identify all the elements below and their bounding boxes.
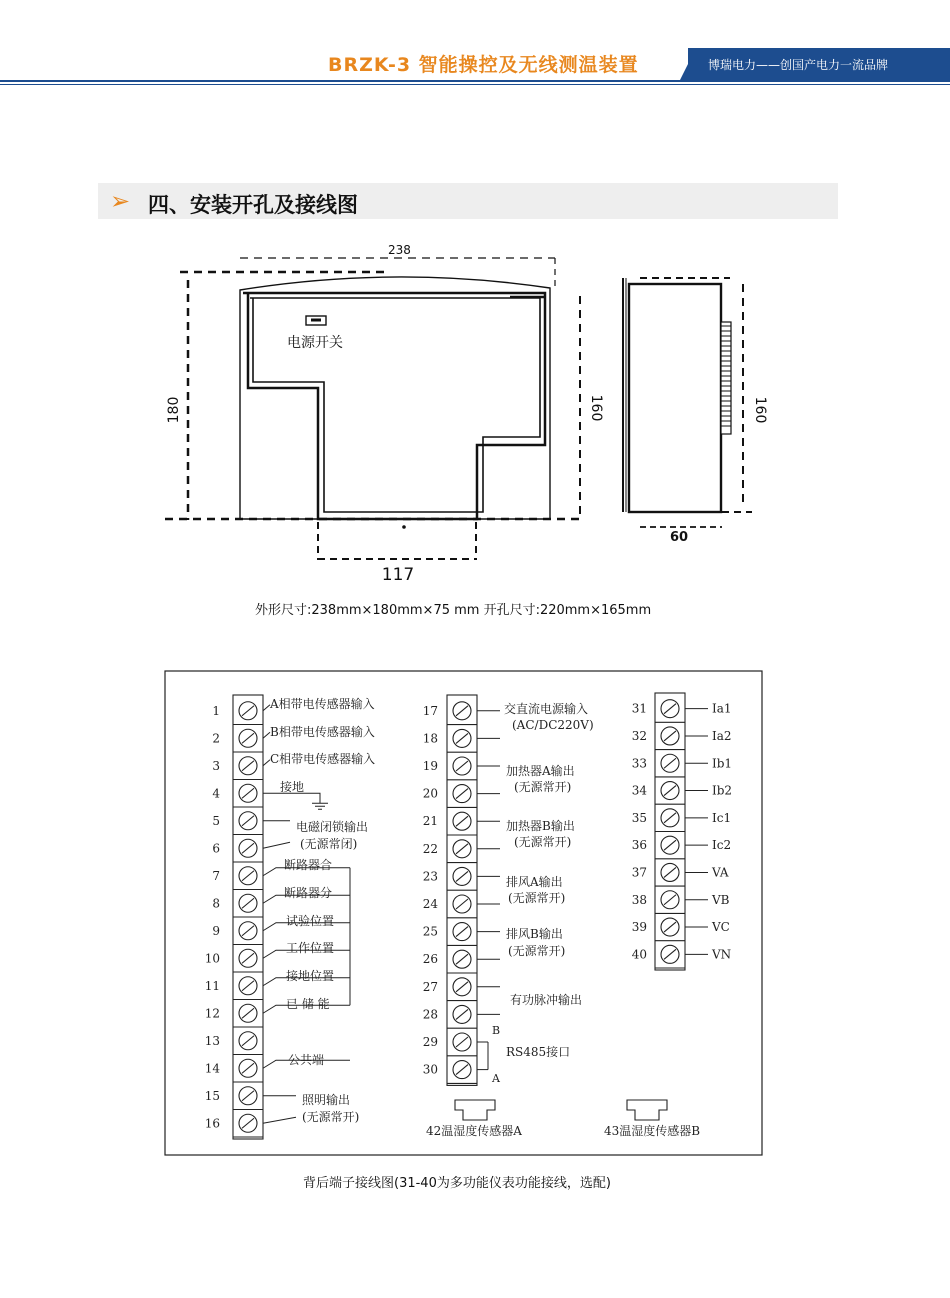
t7-label: 断路器合 [284, 858, 333, 872]
header-slogan: 博瑞电力——创国产电力一流品牌 [708, 58, 889, 72]
terminal-number: 16 [204, 1116, 220, 1131]
t8-label: 断路器分 [284, 886, 333, 900]
screw-slot [664, 867, 676, 877]
screw-slot [456, 899, 468, 909]
screw-slot [456, 844, 468, 854]
terminal-number: 25 [422, 924, 438, 939]
screw-slot [664, 731, 676, 741]
screw-slot [242, 898, 254, 908]
screw-slot [242, 843, 254, 853]
width-238-label: 238 [388, 243, 411, 257]
t19-sub-label: (无源常开) [514, 780, 572, 794]
screw-slot [242, 1091, 254, 1101]
ground-icon [263, 793, 328, 809]
terminal-number: 29 [422, 1035, 438, 1049]
t2-label: B相带电传感器输入 [270, 725, 375, 739]
terminal-number: 24 [422, 897, 438, 911]
terminal-number: 33 [631, 756, 647, 771]
sensor-wire [263, 705, 270, 711]
screw-slot [456, 1037, 468, 1047]
terminal-number: 10 [204, 951, 220, 966]
terminal-number: 14 [204, 1061, 220, 1076]
t30-label: A [492, 1072, 500, 1085]
side-height-160-label: 160 [752, 396, 768, 424]
screw-slot [664, 840, 676, 850]
t25-sub-label: (无源常开) [508, 944, 566, 958]
document-title: BRZK-3 智能操控及无线测温装置 [328, 54, 639, 76]
col3-terminal-label: VB [712, 892, 730, 907]
section-title: 四、安装开孔及接线图 [148, 193, 358, 217]
terminal-number: 8 [212, 896, 220, 911]
terminal-number: 1 [212, 703, 220, 718]
t9-label: 试验位置 [286, 914, 335, 928]
terminal-number: 9 [212, 923, 220, 938]
screw-slot [242, 761, 254, 771]
screw-slot [242, 981, 254, 991]
rs485-label: RS485接口 [506, 1045, 571, 1059]
terminal-number: 22 [422, 841, 438, 856]
terminal-number: 28 [422, 1007, 438, 1022]
screw-slot [242, 953, 254, 963]
col3-terminal-label: VN [712, 947, 732, 962]
terminal-number: 13 [204, 1033, 220, 1048]
power-switch-label: 电源开关 [287, 335, 343, 351]
lock-wire [263, 842, 290, 848]
screw-slot [456, 816, 468, 826]
screw-slot [664, 813, 676, 823]
col3-terminal-label: Ia1 [712, 701, 732, 716]
t10-label: 工作位置 [286, 941, 335, 955]
terminal-number: 27 [422, 979, 438, 994]
screw-slot [242, 706, 254, 716]
screw-slot [242, 926, 254, 936]
screw-slot [664, 704, 676, 714]
wiring-caption: 背后端子接线图(31-40为多功能仪表功能接线，选配) [303, 1176, 611, 1191]
t21-sub-label: (无源常开) [514, 835, 572, 849]
screw-slot [456, 1009, 468, 1019]
terminal-number: 37 [631, 865, 647, 880]
t27-label: 有功脉冲输出 [510, 993, 583, 1007]
col3-terminal-label: Ic2 [712, 838, 732, 853]
terminal-number: 15 [204, 1088, 220, 1103]
side-depth-60-label: 60 [669, 530, 689, 545]
screw-slot [456, 1065, 468, 1075]
col3-terminal-label: Ic1 [712, 810, 732, 825]
t14-label: 公共端 [288, 1053, 325, 1067]
screw-slot [456, 789, 468, 799]
terminal-number: 17 [422, 703, 438, 718]
dimensions-caption: 外形尺寸:238mm×180mm×75 mm 开孔尺寸:220mm×165mm [255, 603, 652, 618]
sensor-a-label: 42温湿度传感器A [426, 1124, 522, 1138]
t15-label: 照明输出 [302, 1093, 351, 1107]
terminal-number: 7 [212, 868, 220, 883]
screw-slot [456, 733, 468, 743]
terminal-number: 38 [631, 892, 647, 907]
t1-label: A相带电传感器输入 [270, 697, 375, 711]
sensor-wire [263, 760, 270, 766]
screw-slot [664, 895, 676, 905]
screw-slot [242, 1008, 254, 1018]
terminal-number: 39 [631, 920, 647, 935]
screw-slot [456, 871, 468, 881]
terminal-number: 20 [422, 786, 438, 801]
terminal-number: 31 [631, 701, 647, 716]
height-180-label: 180 [166, 396, 182, 424]
screw-slot [456, 954, 468, 964]
sensor-wire [263, 732, 270, 738]
screw-slot [664, 922, 676, 932]
t5-label: 电磁闭锁输出 [296, 820, 369, 834]
terminal-number: 11 [204, 978, 220, 993]
sensor-a-icon [455, 1100, 495, 1120]
screw-slot [456, 761, 468, 771]
terminal-number: 12 [204, 1006, 220, 1021]
terminal-number: 40 [631, 947, 647, 962]
t25-label: 排风B输出 [506, 927, 563, 941]
terminal-number: 3 [212, 758, 220, 773]
t17-label: 交直流电源输入 [504, 702, 589, 716]
terminal-number: 5 [212, 813, 220, 828]
screw-slot [242, 733, 254, 743]
terminal-number: 30 [422, 1062, 438, 1077]
terminal-number: 19 [422, 759, 438, 773]
terminal-number: 34 [631, 783, 647, 798]
t29-label: B [492, 1024, 501, 1037]
terminal-number: 6 [212, 841, 220, 856]
terminal-number: 23 [422, 869, 438, 884]
t3-label: C相带电传感器输入 [270, 752, 376, 766]
t17-sub-label: (AC/DC220V) [512, 718, 594, 732]
sensor-b-icon [627, 1100, 667, 1120]
screw-slot [664, 949, 676, 959]
terminal-number: 21 [422, 814, 438, 829]
t11-label: 接地位置 [286, 969, 335, 983]
t12-label: 已 储 能 [286, 997, 330, 1011]
col3-terminal-label: Ib1 [712, 756, 733, 771]
t23-sub-label: (无源常开) [508, 891, 566, 905]
screw-slot [456, 982, 468, 992]
screw-slot [242, 1063, 254, 1073]
light-wire [263, 1117, 296, 1123]
screw-slot [664, 758, 676, 768]
screw-slot [242, 1036, 254, 1046]
terminal-number: 18 [422, 731, 438, 746]
screw-slot [664, 786, 676, 796]
terminal-number: 4 [212, 786, 220, 801]
screw-slot [242, 816, 254, 826]
screw-slot [242, 788, 254, 798]
terminal-number: 32 [631, 728, 647, 743]
sensor-b-label: 43温湿度传感器B [604, 1124, 701, 1138]
t4-label: 接地 [280, 780, 305, 794]
t23-label: 排风A输出 [506, 875, 563, 889]
height-160-label: 160 [588, 394, 604, 422]
width-117-label: 117 [381, 565, 415, 585]
t16-label: (无源常开) [302, 1110, 360, 1124]
col3-terminal-label: Ia2 [712, 728, 732, 743]
t6-label: (无源常闭) [300, 837, 358, 851]
t21-label: 加热器B输出 [506, 819, 575, 833]
terminal-number: 35 [631, 810, 647, 825]
t19-label: 加热器A输出 [506, 764, 575, 778]
section-arrow-icon: ➢ [110, 187, 131, 215]
col3-terminal-label: Ib2 [712, 783, 733, 798]
terminal-number: 26 [422, 952, 438, 967]
screw-slot [456, 706, 468, 716]
terminal-number: 2 [212, 731, 220, 746]
screw-slot [242, 871, 254, 881]
col3-terminal-label: VC [712, 920, 730, 935]
col3-terminal-label: VA [712, 865, 729, 880]
terminal-number: 36 [631, 838, 647, 853]
screw-slot [456, 927, 468, 937]
screw-slot [242, 1118, 254, 1128]
